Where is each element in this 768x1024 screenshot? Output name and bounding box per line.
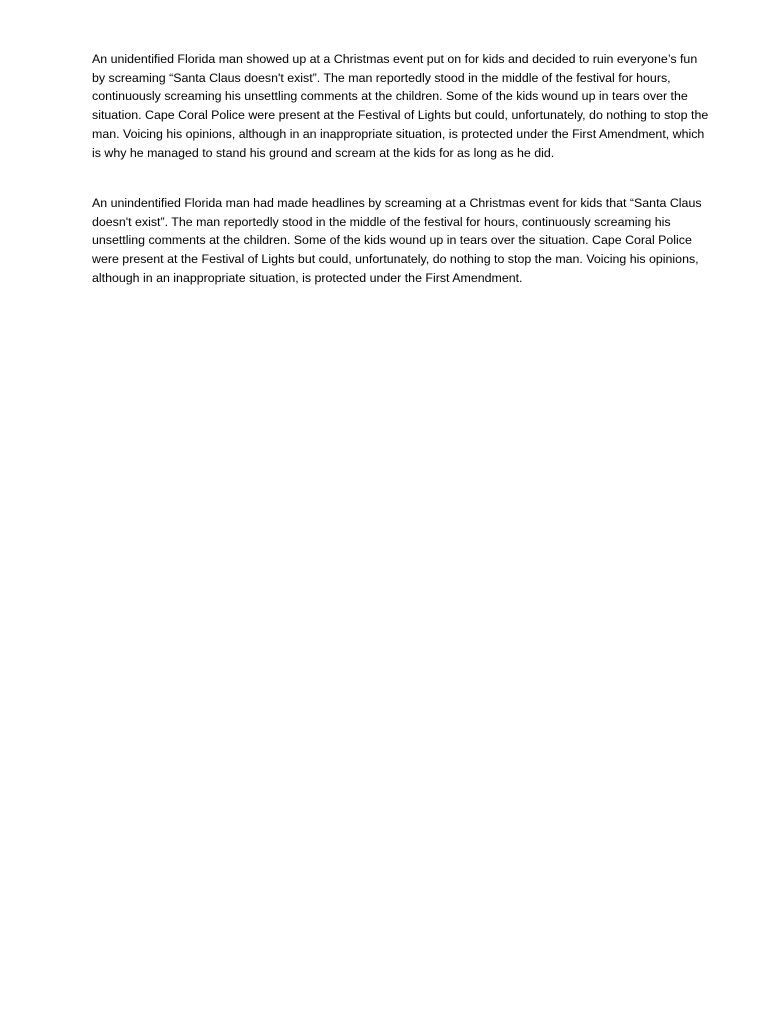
paragraph-2: An unindentified Florida man had made headlines by screaming at a Christmas event for kids that “Santa Claus doesn't exist”. The man reportedly stood in the middle of the festival for hours, continuously screaming his unsettling comments at the children. Some of the kids wound up in tears over the situation. Cape Coral Police were present at the Festival of Lights but could, unfortunately, do nothing to stop the man. Voicing his opinions, although in an inappropriate situation, is protected under the First Amendment. (92, 196, 702, 285)
paragraph-1: An unidentified Florida man showed up at a Christmas event put on for kids and decided to ruin everyone’s fun by screaming “Santa Claus doesn't exist”. The man reportedly stood in the middle of the festival for hours, continuously screaming his unsettling comments at the children. Some of the kids wound up in tears over the situation. Cape Coral Police were present at the Festival of Lights but could, unfortunately, do nothing to stop the man. Voicing his opinions, although in an inappropriate situation, is protected under the First Amendment, which is why he managed to stand his ground and scream at the kids for as long as he did. (92, 52, 709, 160)
